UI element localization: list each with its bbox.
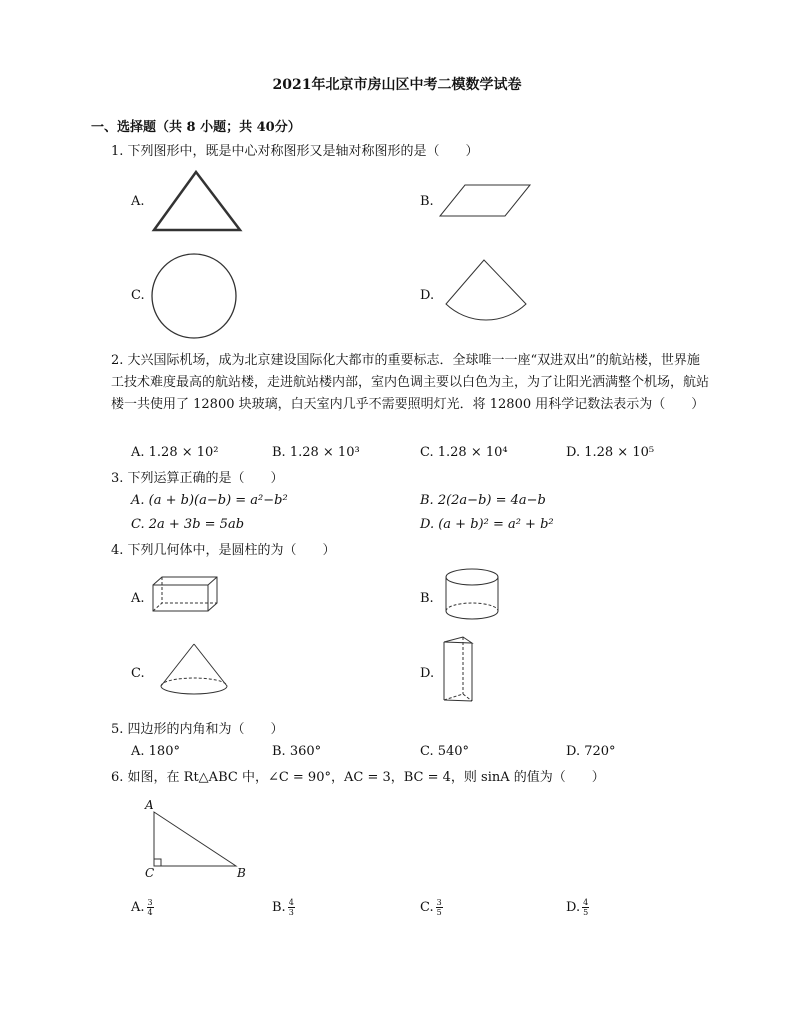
q6-option-a-letter: A. xyxy=(131,900,145,915)
q5-option-a[interactable]: A. 180° xyxy=(131,744,180,759)
q6-option-b-fraction: $\frac{4}{3}$ xyxy=(288,898,294,917)
q6-option-d-fraction: $\frac{4}{5}$ xyxy=(583,898,589,917)
q2-option-b[interactable]: B. 1.28 × 10³ xyxy=(272,445,360,460)
q5-option-c[interactable]: C. 540° xyxy=(420,744,470,759)
q6-option-b[interactable] xyxy=(272,898,295,917)
q6-option-c-fraction: $\frac{3}{5}$ xyxy=(436,898,442,917)
q1-option-d-label[interactable]: D. xyxy=(420,288,435,303)
q1-parallelogram-figure xyxy=(437,183,533,219)
section-heading: 一、选择题（共 8 小题；共 40分） xyxy=(91,120,301,135)
q6-option-c-letter: C. xyxy=(420,900,434,915)
question-2-stem: 2. 大兴国际机场，成为北京建设国际化大都市的重要标志．全球唯一一座“双进双出”的航站楼，世界施工技术难度最高的航站楼，走进航站楼内部，室内色调主要以白色为主，为了让阳光洒满整个机场，航站楼一共使用了 12800 块玻璃，白天室内几乎不需要照明灯光．将 12800 用科学记数法表示为（ ） xyxy=(111,353,710,412)
q6-right-triangle-figure xyxy=(145,800,245,875)
q1-option-a-label[interactable]: A. xyxy=(131,194,145,209)
q2-option-a[interactable]: A. 1.28 × 10² xyxy=(131,445,219,460)
q2-option-d[interactable]: D. 1.28 × 10⁵ xyxy=(566,445,655,460)
q1-circle-figure xyxy=(150,252,240,340)
q4-option-b-label[interactable]: B. xyxy=(420,591,434,606)
q4-cone-figure xyxy=(158,641,230,699)
page-title: 2021年北京市房山区中考二模数学试卷 xyxy=(272,77,522,93)
q1-sector-figure xyxy=(440,258,536,320)
q6-option-d[interactable] xyxy=(566,898,589,917)
q6-option-c[interactable] xyxy=(420,898,443,917)
q6-option-d-letter: D. xyxy=(566,900,581,915)
q1-option-b-label[interactable]: B. xyxy=(420,194,434,209)
q3-option-c[interactable]: C. 2a + 3b = 5ab xyxy=(131,517,245,532)
q3-option-d[interactable]: D. (a + b)² = a² + b² xyxy=(420,517,554,532)
q6-option-a-fraction: $\frac{3}{4}$ xyxy=(147,898,153,917)
vertex-c-label: C xyxy=(145,866,155,880)
question-3-stem: 3. 下列运算正确的是（ ） xyxy=(111,471,284,486)
q2-option-c[interactable]: C. 1.28 × 10⁴ xyxy=(420,445,508,460)
q5-option-b[interactable]: B. 360° xyxy=(272,744,322,759)
vertex-a-label: A xyxy=(145,798,154,812)
q4-cylinder-figure xyxy=(443,567,501,623)
q6-option-b-letter: B. xyxy=(272,900,286,915)
vertex-b-label: B xyxy=(237,866,246,880)
q3-option-b[interactable]: B. 2(2a−b) = 4a−b xyxy=(420,493,546,508)
question-6-stem: 6. 如图，在 Rt△ABC 中，∠C = 90°，AC = 3，BC = 4，则 sinA 的值为（ ） xyxy=(111,770,605,785)
question-5-stem: 5. 四边形的内角和为（ ） xyxy=(111,722,284,737)
q5-option-d[interactable]: D. 720° xyxy=(566,744,616,759)
q4-cuboid-figure xyxy=(150,574,220,614)
q1-triangle-figure xyxy=(150,168,245,234)
q3-option-a[interactable]: A. (a + b)(a−b) = a²−b² xyxy=(131,493,288,508)
q4-option-c-label[interactable]: C. xyxy=(131,666,145,681)
q4-prism-figure xyxy=(441,634,475,706)
q6-option-a[interactable] xyxy=(131,898,154,917)
question-4-stem: 4. 下列几何体中，是圆柱的为（ ） xyxy=(111,543,336,558)
q4-option-d-label[interactable]: D. xyxy=(420,666,435,681)
q4-option-a-label[interactable]: A. xyxy=(131,591,145,606)
question-1-stem: 1. 下列图形中，既是中心对称图形又是轴对称图形的是（ ） xyxy=(111,144,479,159)
q1-option-c-label[interactable]: C. xyxy=(131,288,145,303)
